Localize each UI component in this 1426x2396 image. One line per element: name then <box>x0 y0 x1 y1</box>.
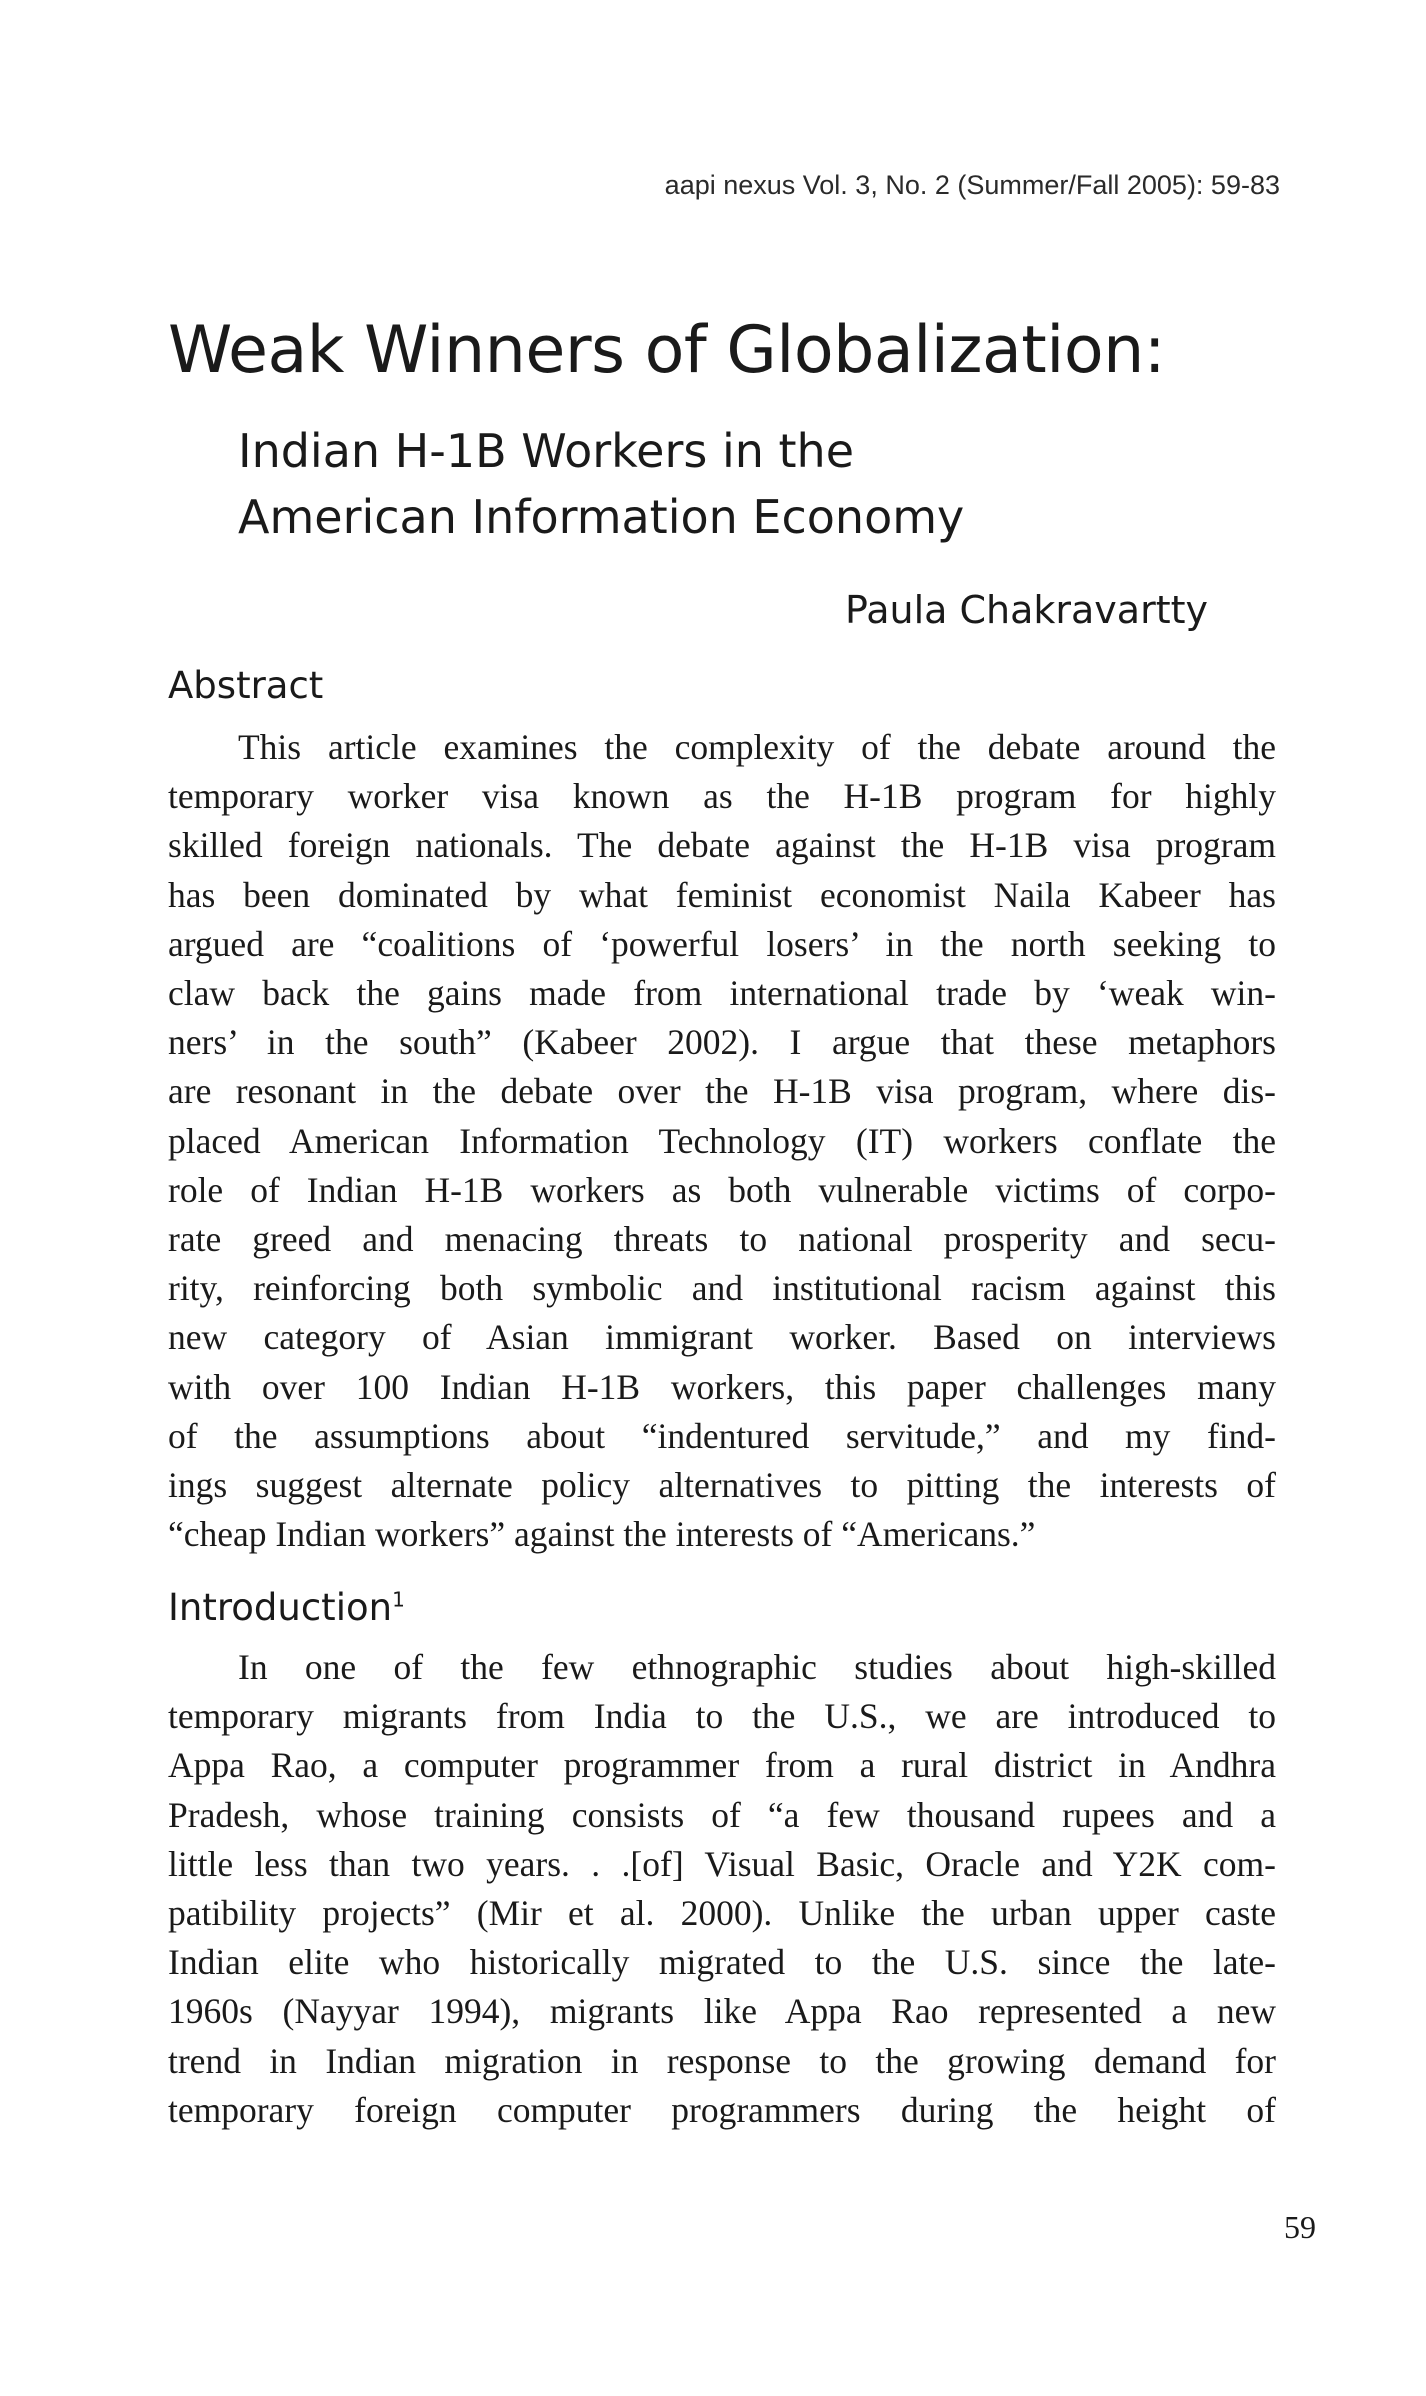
abstract-line: placed American Information Technology (IT) workers conflate the <box>168 1120 1276 1161</box>
page-number: 59 <box>1284 2209 1316 2245</box>
introduction-line: patibility projects” (Mir et al. 2000). Unlike the urban upper caste <box>168 1893 1276 1934</box>
abstract-line: rate greed and menacing threats to national prosperity and secu- <box>168 1219 1276 1260</box>
article-title: Weak Winners of Globalization: <box>168 313 1166 388</box>
introduction-line: Indian elite who historically migrated to the U.S. since the late- <box>168 1942 1276 1983</box>
introduction-body <box>168 1643 1276 2135</box>
introduction-line: Appa Rao, a computer programmer from a rural district in Andhra <box>168 1745 1276 1786</box>
article-subtitle <box>238 418 964 550</box>
abstract-line: This article examines the complexity of the debate around the <box>238 727 1276 767</box>
abstract-line: argued are “coalitions of ‘powerful losers’ in the north seeking to <box>168 923 1276 964</box>
abstract-line: “cheap Indian workers” against the interests of “Americans.” <box>168 1514 1036 1555</box>
abstract-line: ings suggest alternate policy alternatives to pitting the interests of <box>168 1465 1276 1506</box>
abstract-line: claw back the gains made from international trade by ‘weak win- <box>168 973 1276 1014</box>
abstract-line: ners’ in the south” (Kabeer 2002). I argue that these metaphors <box>168 1022 1276 1063</box>
author-name: Paula Chakravartty <box>844 588 1208 632</box>
introduction-line: trend in Indian migration in response to the growing demand for <box>168 2040 1276 2081</box>
abstract-line: new category of Asian immigrant worker. Based on interviews <box>168 1317 1276 1358</box>
introduction-line: 1960s (Nayyar 1994), migrants like Appa Rao represented a new <box>168 1991 1276 2032</box>
introduction-line: little less than two years. . .[of] Visual Basic, Oracle and Y2K com- <box>168 1843 1276 1884</box>
subtitle-line: Indian H-1B Workers in the <box>238 424 854 478</box>
introduction-line: Pradesh, whose training consists of “a few thousand rupees and a <box>168 1794 1276 1835</box>
introduction-line: In one of the few ethnographic studies about high-skilled <box>238 1647 1276 1687</box>
abstract-line: are resonant in the debate over the H-1B visa program, where dis- <box>168 1071 1276 1112</box>
abstract-body <box>168 723 1276 1559</box>
abstract-line: temporary worker visa known as the H-1B program for highly <box>168 776 1276 817</box>
abstract-heading: Abstract <box>168 664 324 707</box>
abstract-line: has been dominated by what feminist economist Naila Kabeer has <box>168 874 1276 915</box>
running-header: aapi nexus Vol. 3, No. 2 (Summer/Fall 2005): 59-83 <box>664 170 1280 200</box>
introduction-heading <box>168 1586 405 1629</box>
abstract-line: skilled foreign nationals. The debate against the H-1B visa program <box>168 825 1276 866</box>
abstract-line: rity, reinforcing both symbolic and institutional racism against this <box>168 1268 1276 1309</box>
introduction-line: temporary foreign computer programmers during the height of <box>168 2089 1276 2130</box>
introduction-heading-text: Introduction <box>168 1586 393 1629</box>
subtitle-line: American Information Economy <box>238 490 965 544</box>
abstract-line: with over 100 Indian H-1B workers, this paper challenges many <box>168 1366 1276 1407</box>
introduction-line: temporary migrants from India to the U.S., we are introduced to <box>168 1696 1276 1737</box>
abstract-line: of the assumptions about “indentured servitude,” and my find- <box>168 1415 1276 1456</box>
footnote-marker: 1 <box>392 1587 405 1612</box>
abstract-line: role of Indian H-1B workers as both vulnerable victims of corpo- <box>168 1169 1276 1210</box>
